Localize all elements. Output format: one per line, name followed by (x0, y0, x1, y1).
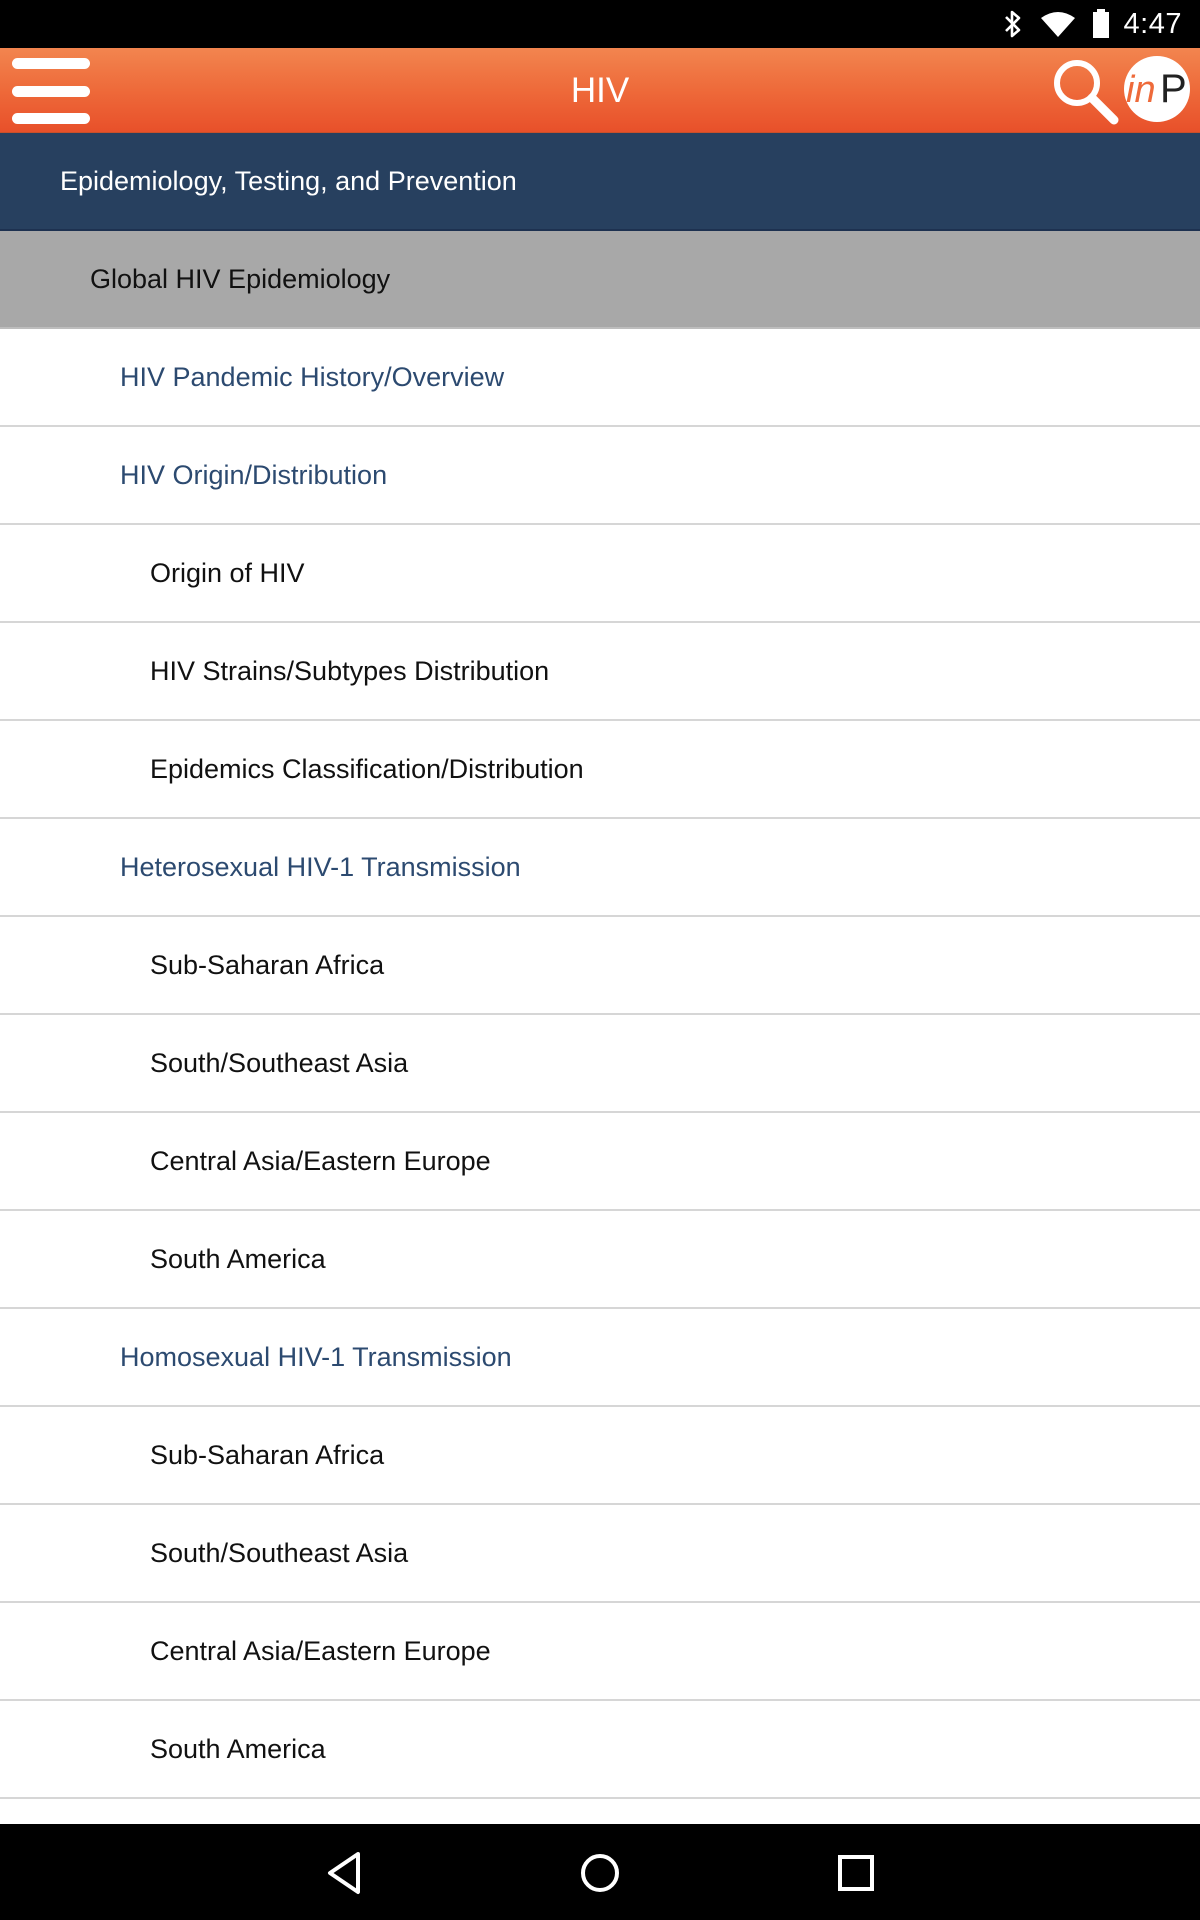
list-item-label: Homosexual HIV-1 Transmission (120, 1341, 512, 1372)
bluetooth-icon (1002, 9, 1024, 39)
subtopic-item[interactable] (0, 1701, 1200, 1799)
home-icon (573, 1846, 627, 1900)
list-item-label: Epidemiology, Testing, and Prevention (60, 165, 517, 196)
page-title: HIV (570, 70, 630, 110)
list-item-label: South/Southeast Asia (150, 1537, 409, 1568)
topic-item[interactable] (0, 819, 1200, 917)
subtopic-item[interactable] (0, 1505, 1200, 1603)
topic-list (0, 133, 1200, 1799)
list-item-label: Epidemics Classification/Distribution (150, 753, 584, 784)
section-header[interactable] (0, 133, 1200, 231)
recents-icon (829, 1846, 883, 1900)
subtopic-item[interactable] (0, 1603, 1200, 1701)
subtopic-item[interactable] (0, 917, 1200, 1015)
subtopic-item[interactable] (0, 721, 1200, 819)
navigation-bar (0, 1824, 1200, 1920)
home-button[interactable] (573, 1846, 627, 1900)
topic-item[interactable] (0, 427, 1200, 525)
subtopic-item[interactable] (0, 1407, 1200, 1505)
list-item-label: Sub-Saharan Africa (150, 949, 385, 980)
subtopic-item[interactable] (0, 1015, 1200, 1113)
menu-icon-bar (12, 113, 90, 124)
list-item-label: South/Southeast Asia (150, 1047, 409, 1078)
inpractice-logo[interactable] (1124, 56, 1190, 122)
back-button[interactable] (318, 1846, 372, 1900)
logo-text-suffix: P (1160, 67, 1187, 111)
list-item-label: HIV Origin/Distribution (120, 459, 388, 490)
menu-icon-bar (12, 86, 90, 97)
search-icon (1048, 56, 1122, 128)
list-item-label: Global HIV Epidemiology (90, 263, 391, 294)
topic-item[interactable] (0, 329, 1200, 427)
back-icon (318, 1846, 372, 1900)
list-item-label: Central Asia/Eastern Europe (150, 1145, 491, 1176)
logo-text-prefix: in (1126, 69, 1156, 111)
battery-icon (1092, 9, 1110, 39)
list-item-label: HIV Strains/Subtypes Distribution (150, 655, 550, 686)
subtopic-item[interactable] (0, 623, 1200, 721)
subtopic-item[interactable] (0, 1211, 1200, 1309)
subtopic-item[interactable] (0, 525, 1200, 623)
status-time: 4:47 (1123, 7, 1182, 40)
topic-item[interactable] (0, 1309, 1200, 1407)
list-item-label: South America (150, 1243, 326, 1274)
subsection-header[interactable] (0, 231, 1200, 329)
list-item-label: Central Asia/Eastern Europe (150, 1635, 491, 1666)
menu-icon (12, 58, 90, 69)
list-item-label: Sub-Saharan Africa (150, 1439, 385, 1470)
subtopic-item[interactable] (0, 1113, 1200, 1211)
search-button[interactable] (1048, 56, 1122, 128)
list-item-label: South America (150, 1733, 326, 1764)
status-bar (0, 0, 1200, 48)
menu-button[interactable] (10, 58, 90, 124)
list-item-label: Origin of HIV (150, 557, 305, 588)
recents-button[interactable] (829, 1846, 883, 1900)
wifi-icon (1040, 10, 1076, 38)
app-bar (0, 48, 1200, 133)
list-item-label: Heterosexual HIV-1 Transmission (120, 851, 521, 882)
list-item-label: HIV Pandemic History/Overview (120, 361, 505, 392)
